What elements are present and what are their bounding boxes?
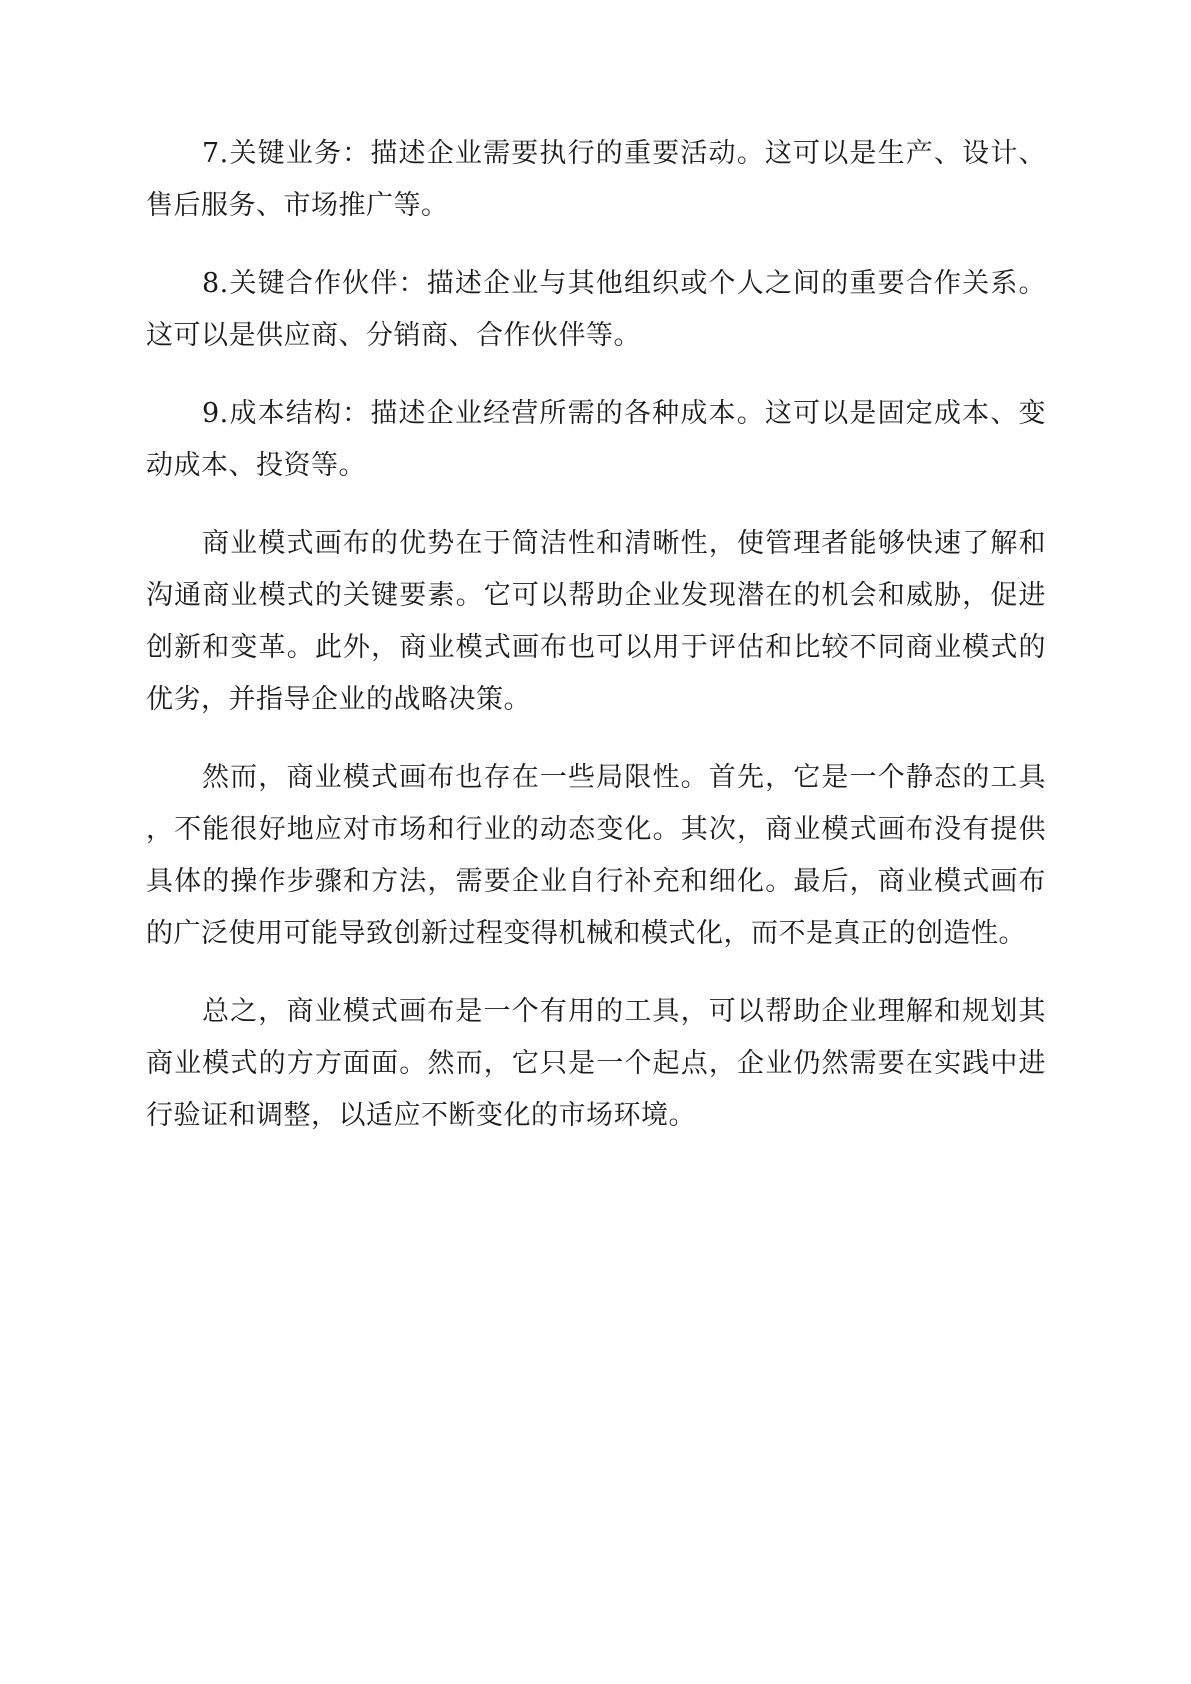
paragraph-advantages: 商业模式画布的优势在于简洁性和清晰性，使管理者能够快速了解和沟通商业模式的关键要素。它可以帮助企业发现潜在的机会和威胁，促进创新和变革。此外，商业模式画布也可以用于评估和比较不同商业模式的优劣，并指导企业的战略决策。 [146, 528, 1046, 715]
paragraph-key-partners: 8.关键合作伙伴：描述企业与其他组织或个人之间的重要合作关系。这可以是供应商、分销商、合作伙伴等。 [146, 268, 1046, 351]
paragraph-key-activities: 7.关键业务：描述企业需要执行的重要活动。这可以是生产、设计、售后服务、市场推广等。 [146, 138, 1046, 221]
paragraph-limitations: 然而，商业模式画布也存在一些局限性。首先，它是一个静态的工具，不能很好地应对市场和行业的动态变化。其次，商业模式画布没有提供具体的操作步骤和方法，需要企业自行补充和细化。最后，商业模式画布的广泛使用可能导致创新过程变得机械和模式化，而不是真正的创造性。 [146, 762, 1046, 949]
document-body [146, 128, 1046, 1168]
paragraph-conclusion: 总之，商业模式画布是一个有用的工具，可以帮助企业理解和规划其商业模式的方方面面。然而，它只是一个起点，企业仍然需要在实践中进行验证和调整，以适应不断变化的市场环境。 [146, 996, 1046, 1131]
paragraph-cost-structure: 9.成本结构：描述企业经营所需的各种成本。这可以是固定成本、变动成本、投资等。 [146, 398, 1046, 481]
